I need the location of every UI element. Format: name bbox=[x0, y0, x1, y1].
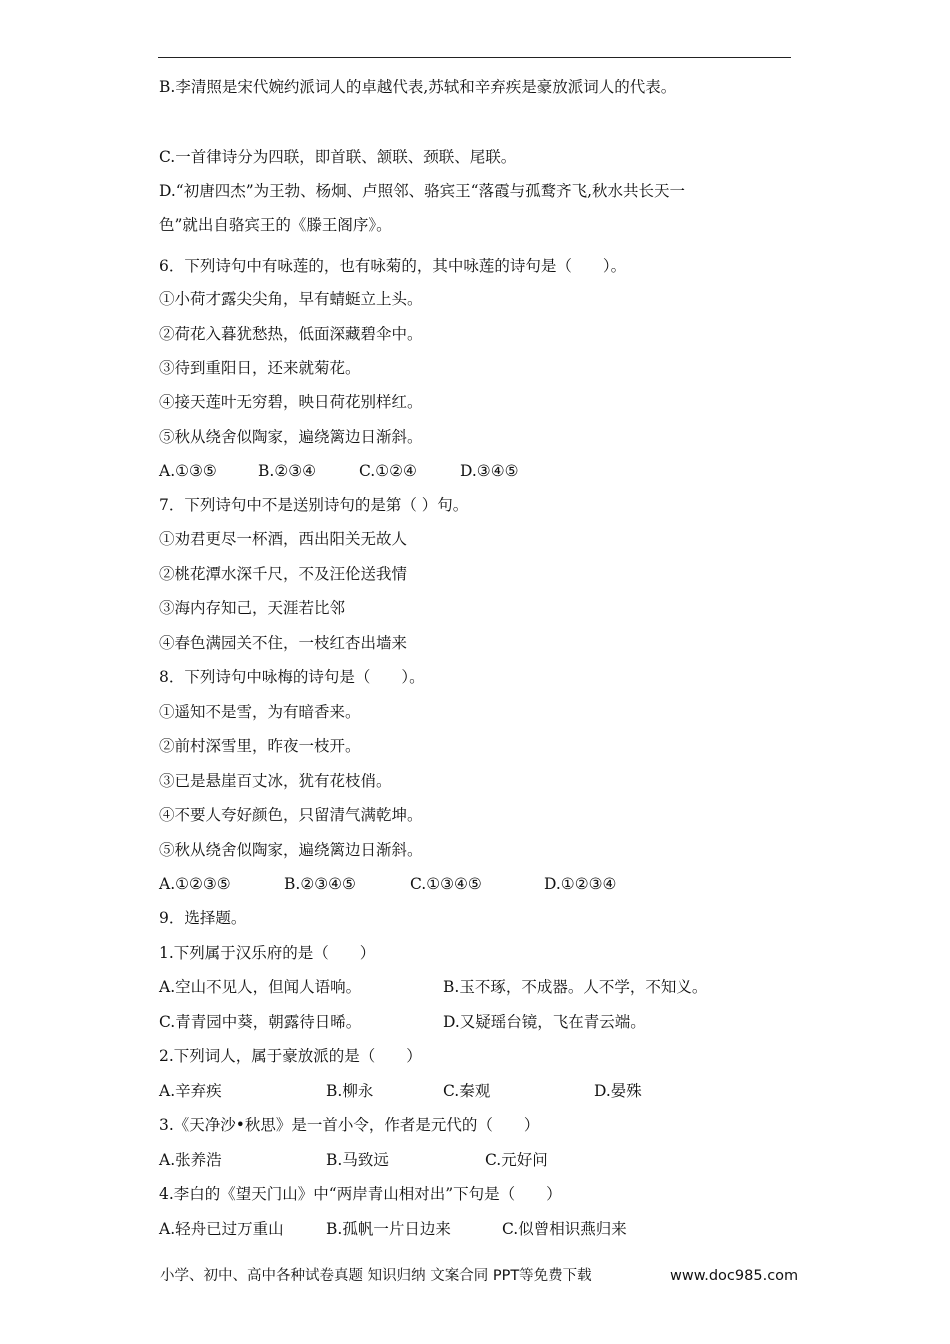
s2-option-c: C.秦观 bbox=[443, 1082, 491, 1100]
q6-option-c: C.①②④ bbox=[359, 462, 417, 480]
question-7: 7．下列诗句中不是送别诗句的是第（ ）句。 bbox=[159, 496, 469, 514]
header-rule bbox=[158, 57, 791, 58]
s1-option-c: C.青青园中葵，朝露待日晞。 bbox=[159, 1013, 362, 1031]
q8-option-d: D.①②③④ bbox=[544, 875, 617, 893]
s4-option-a: A.轻舟已过万重山 bbox=[159, 1220, 284, 1238]
q8-verse-4: ④不要人夸好颜色，只留清气满乾坤。 bbox=[159, 806, 423, 824]
s1-option-a: A.空山不见人，但闻人语响。 bbox=[159, 978, 362, 996]
s2-option-b: B.柳永 bbox=[326, 1082, 374, 1100]
sub-question-1: 1.下列属于汉乐府的是（ ） bbox=[159, 944, 376, 962]
q8-verse-3: ③已是悬崖百丈冰，犹有花枝俏。 bbox=[159, 772, 392, 790]
q7-verse-4: ④春色满园关不住，一枝红杏出墙来 bbox=[159, 634, 408, 652]
q8-option-c: C.①③④⑤ bbox=[410, 875, 482, 893]
s1-option-d: D.又疑瑶台镜，飞在青云端。 bbox=[443, 1013, 646, 1031]
q6-option-d: D.③④⑤ bbox=[460, 462, 519, 480]
s4-option-c: C.似曾相识燕归来 bbox=[502, 1220, 627, 1238]
sub-question-4: 4.李白的《望天门山》中“两岸青山相对出”下句是（ ） bbox=[159, 1185, 562, 1203]
q6-verse-1: ①小荷才露尖尖角，早有蜻蜓立上头。 bbox=[159, 290, 423, 308]
question-8: 8．下列诗句中咏梅的诗句是（ ）。 bbox=[159, 668, 425, 686]
question-9: 9．选择题。 bbox=[159, 909, 247, 927]
s3-option-b: B.马致远 bbox=[326, 1151, 389, 1169]
sub-question-2: 2.下列词人，属于豪放派的是（ ） bbox=[159, 1047, 422, 1065]
q6-verse-3: ③待到重阳日，还来就菊花。 bbox=[159, 359, 361, 377]
option-d-statement: D.“初唐四杰”为王勃、杨炯、卢照邻、骆宾王“落霞与孤鹜齐飞,秋水共长天一 bbox=[159, 182, 686, 200]
s2-option-d: D.晏殊 bbox=[594, 1082, 642, 1100]
s3-option-a: A.张养浩 bbox=[159, 1151, 222, 1169]
q8-option-b: B.②③④⑤ bbox=[284, 875, 356, 893]
footer-text: 小学、初中、高中各种试卷真题 知识归纳 文案合同 PPT等免费下载 bbox=[160, 1268, 592, 1284]
q6-verse-2: ②荷花入暮犹愁热，低面深藏碧伞中。 bbox=[159, 325, 423, 343]
q7-verse-3: ③海内存知己，天涯若比邻 bbox=[159, 599, 346, 617]
option-b-statement: B.李清照是宋代婉约派词人的卓越代表,苏轼和辛弃疾是豪放派词人的代表。 bbox=[159, 78, 677, 96]
q8-verse-5: ⑤秋从绕舍似陶家，遍绕篱边日渐斜。 bbox=[159, 841, 423, 859]
q6-option-b: B.②③④ bbox=[258, 462, 317, 480]
s4-option-b: B.孤帆一片日边来 bbox=[326, 1220, 451, 1238]
q6-option-a: A.①③⑤ bbox=[159, 462, 217, 480]
s2-option-a: A.辛弃疾 bbox=[159, 1082, 222, 1100]
q7-verse-2: ②桃花潭水深千尺，不及汪伦送我情 bbox=[159, 565, 408, 583]
s1-option-b: B.玉不琢，不成器。人不学，不知义。 bbox=[443, 978, 708, 996]
q6-verse-4: ④接天莲叶无穷碧，映日荷花别样红。 bbox=[159, 393, 423, 411]
q6-verse-5: ⑤秋从绕舍似陶家，遍绕篱边日渐斜。 bbox=[159, 428, 423, 446]
s3-option-c: C.元好问 bbox=[485, 1151, 548, 1169]
sub-question-3: 3.《天净沙•秋思》是一首小令，作者是元代的（ ） bbox=[159, 1116, 540, 1134]
option-d-statement-cont: 色”就出自骆宾王的《滕王阁序》。 bbox=[159, 216, 392, 234]
question-6: 6．下列诗句中有咏莲的，也有咏菊的，其中咏莲的诗句是（ ）。 bbox=[159, 257, 627, 275]
option-c-statement: C.一首律诗分为四联，即首联、颔联、颈联、尾联。 bbox=[159, 148, 517, 166]
footer-url[interactable]: www.doc985.com bbox=[670, 1268, 799, 1284]
page-footer bbox=[160, 1266, 800, 1286]
q8-verse-2: ②前村深雪里，昨夜一枝开。 bbox=[159, 737, 361, 755]
q7-verse-1: ①劝君更尽一杯酒，西出阳关无故人 bbox=[159, 530, 408, 548]
q8-verse-1: ①遥知不是雪，为有暗香来。 bbox=[159, 703, 361, 721]
q8-option-a: A.①②③⑤ bbox=[159, 875, 231, 893]
